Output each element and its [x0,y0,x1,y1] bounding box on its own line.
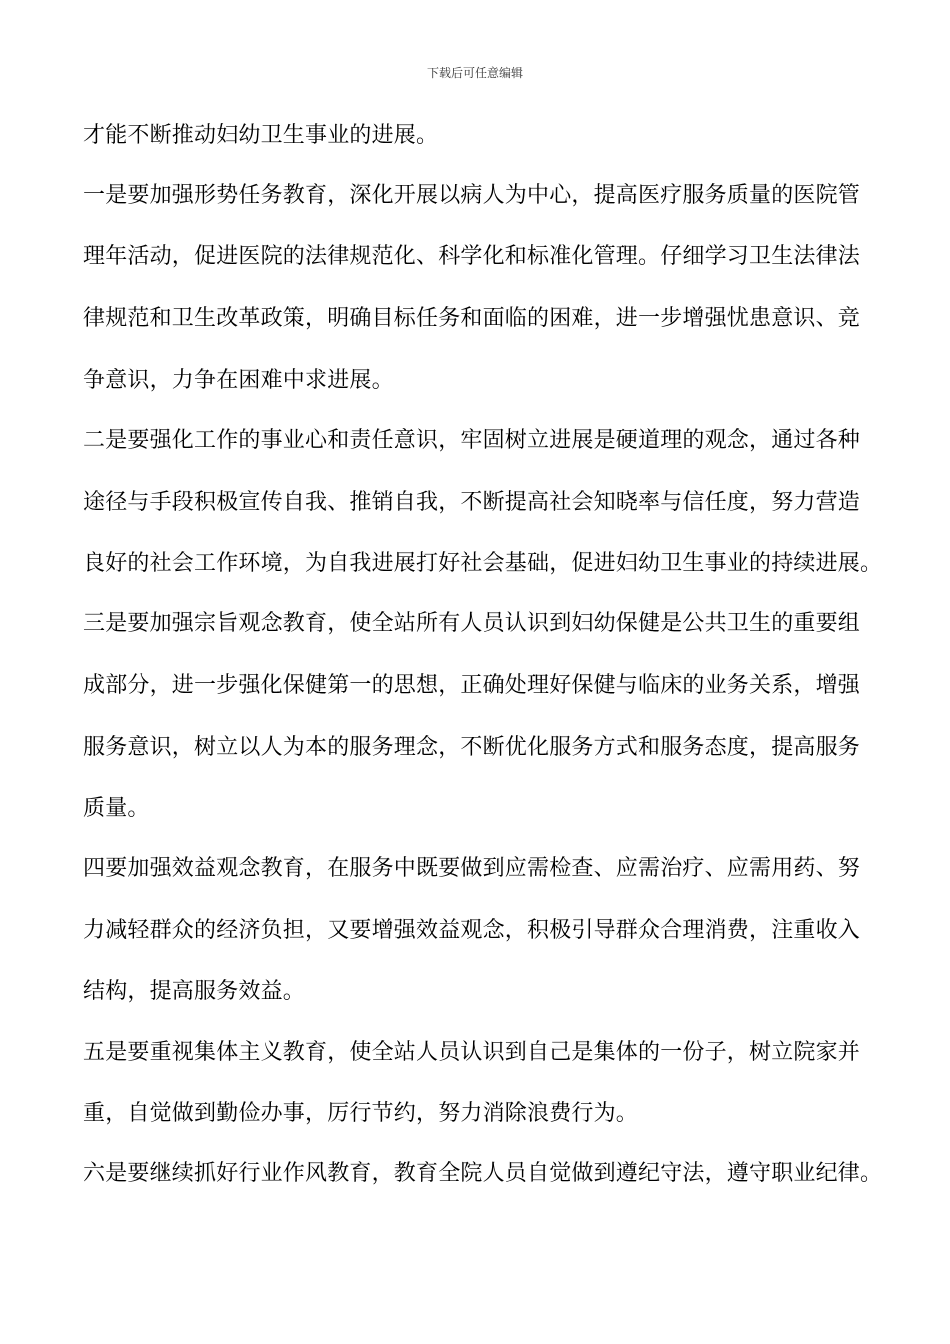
text-line: 良好的社会工作环境，为自我进展打好社会基础，促进妇幼卫生事业的持续进展。 [83,551,883,576]
text-line: 力减轻群众的经济负担，又要增强效益观念，积极引导群众合理消费，注重收入 [83,918,861,943]
text-line: 争意识，力争在困难中求进展。 [83,368,394,393]
text-line: 五是要重视集体主义教育，使全站人员认识到自己是集体的一份子，树立院家并 [83,1040,861,1065]
text-line: 途径与手段积极宣传自我、推销自我，不断提高社会知晓率与信任度，努力营造 [83,490,861,515]
page-header: 下载后可任意编辑 [426,66,523,80]
text-line: 一是要加强形势任务教育，深化开展以病人为中心，提高医疗服务质量的医院管 [83,183,861,208]
text-line: 三是要加强宗旨观念教育，使全站所有人员认识到妇幼保健是公共卫生的重要组 [83,611,861,636]
text-line: 服务意识，树立以人为本的服务理念，不断优化服务方式和服务态度，提高服务 [83,735,861,760]
text-line: 成部分，进一步强化保健第一的思想，正确处理好保健与临床的业务关系，增强 [83,673,861,698]
text-line: 理年活动，促进医院的法律规范化、科学化和标准化管理。仔细学习卫生法律法 [83,244,861,269]
text-line: 才能不断推动妇幼卫生事业的进展。 [83,123,439,148]
text-line: 律规范和卫生改革政策，明确目标任务和面临的困难，进一步增强忧患意识、竞 [83,306,861,331]
text-line: 四要加强效益观念教育，在服务中既要做到应需检查、应需治疗、应需用药、努 [83,856,861,881]
text-line: 二是要强化工作的事业心和责任意识，牢固树立进展是硬道理的观念，通过各种 [83,428,861,453]
text-line: 六是要继续抓好行业作风教育，教育全院人员自觉做到遵纪守法，遵守职业纪律。 [83,1161,883,1186]
text-line: 质量。 [83,796,150,821]
text-line: 结构，提高服务效益。 [83,979,306,1004]
text-line: 重，自觉做到勤俭办事，厉行节约，努力消除浪费行为。 [83,1101,639,1126]
